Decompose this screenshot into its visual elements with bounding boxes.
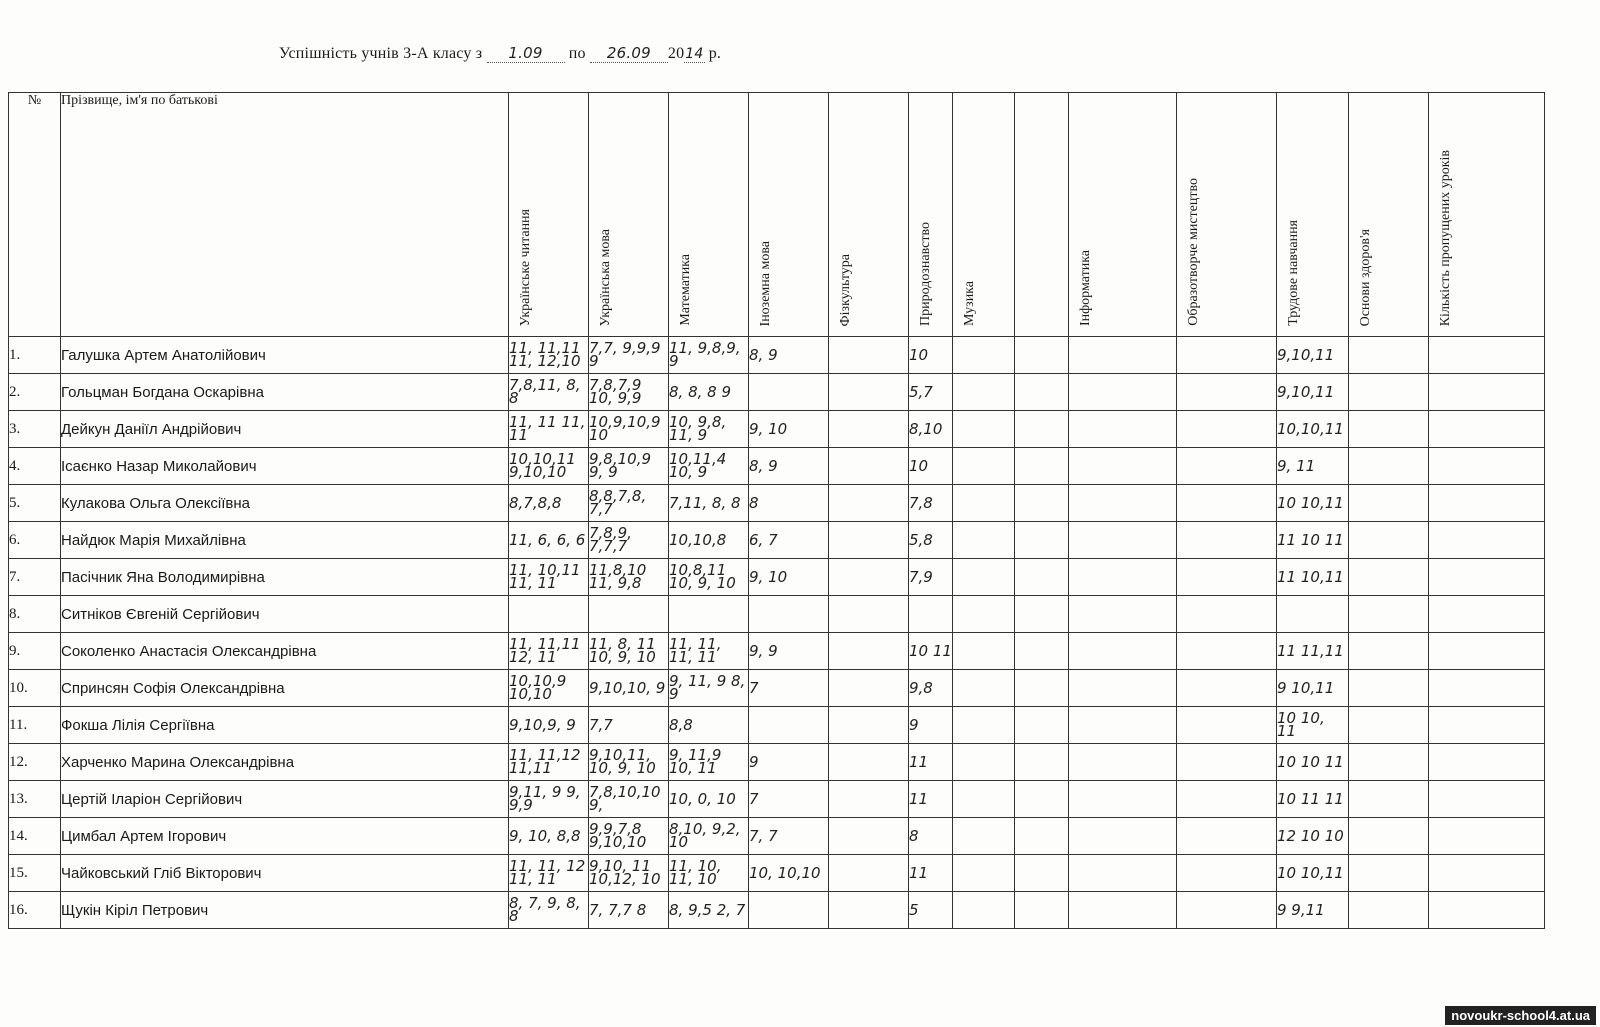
grade-cell	[1015, 892, 1069, 929]
grade-cell	[1429, 818, 1545, 855]
grade-cell	[953, 374, 1015, 411]
grade-cell: 8, 9	[749, 448, 829, 485]
grade-cell	[1069, 485, 1177, 522]
grade-cell: 7	[749, 670, 829, 707]
grade-cell: 8	[909, 818, 953, 855]
subject-label: Фізкультура	[838, 253, 853, 326]
grade-cell: 7, 7	[749, 818, 829, 855]
grade-cell: 6, 7	[749, 522, 829, 559]
grade-cell	[1015, 633, 1069, 670]
grade-cell	[1349, 485, 1429, 522]
student-name: Гольцман Богдана Оскарівна	[61, 374, 509, 411]
grade-cell	[1349, 855, 1429, 892]
column-header-subject	[953, 93, 1015, 337]
grade-cell: 11	[909, 781, 953, 818]
row-number: 12.	[9, 744, 61, 781]
grade-cell: 8,8	[669, 707, 749, 744]
grade-cell: 7,8,10,10 9,	[589, 781, 669, 818]
subject-label: Основи здоров'я	[1358, 228, 1373, 326]
grade-cell: 8, 8, 8 9	[669, 374, 749, 411]
grade-cell	[1015, 559, 1069, 596]
row-number: 10.	[9, 670, 61, 707]
subject-label: Кількість пропущених уроків	[1438, 149, 1453, 326]
grade-cell: 11, 10,11 11, 11	[509, 559, 589, 596]
subject-label: Українське читання	[518, 208, 533, 326]
grade-cell: 5	[909, 892, 953, 929]
grade-cell	[1277, 596, 1349, 633]
grade-cell	[1069, 633, 1177, 670]
grade-cell	[1349, 559, 1429, 596]
table-row	[9, 559, 1545, 596]
grade-cell	[953, 337, 1015, 374]
grade-cell: 11	[909, 744, 953, 781]
watermark: novoukr-school4.at.ua	[1445, 1006, 1596, 1025]
grade-cell: 8,8,7,8, 7,7	[589, 485, 669, 522]
grade-cell	[1015, 411, 1069, 448]
grade-cell	[829, 448, 909, 485]
row-number: 7.	[9, 559, 61, 596]
grade-cell: 8, 7, 9, 8, 8	[509, 892, 589, 929]
grade-cell	[749, 596, 829, 633]
row-number: 9.	[9, 633, 61, 670]
grade-cell	[829, 411, 909, 448]
grade-cell: 10,11,4 10, 9	[669, 448, 749, 485]
grade-cell: 9,10,10, 9	[589, 670, 669, 707]
column-header-subject	[589, 93, 669, 337]
grade-cell	[953, 485, 1015, 522]
grade-cell: 11, 6, 6, 6	[509, 522, 589, 559]
grade-cell: 9,8,10,9 9, 9	[589, 448, 669, 485]
grade-cell	[1069, 892, 1177, 929]
grade-cell: 11, 11,12 11,11	[509, 744, 589, 781]
table-row	[9, 707, 1545, 744]
student-name: Найдюк Марія Михайлівна	[61, 522, 509, 559]
grade-cell	[829, 337, 909, 374]
grade-cell: 9	[909, 707, 953, 744]
grade-cell: 9,11, 9 9, 9,9	[509, 781, 589, 818]
subject-label: Природознавство	[918, 222, 933, 326]
grade-cell: 11, 11, 11, 11	[669, 633, 749, 670]
grade-cell	[1429, 374, 1545, 411]
grade-cell	[749, 892, 829, 929]
subject-label: Іноземна мова	[758, 240, 773, 326]
grade-cell	[1015, 670, 1069, 707]
row-number: 8.	[9, 596, 61, 633]
grade-cell	[669, 596, 749, 633]
table-row	[9, 448, 1545, 485]
subject-label: Музика	[962, 281, 977, 326]
grade-cell	[1069, 337, 1177, 374]
grade-cell	[1177, 337, 1277, 374]
grade-cell	[1177, 781, 1277, 818]
grade-cell: 10,10,11	[1277, 411, 1349, 448]
grade-cell	[829, 707, 909, 744]
grade-cell	[1015, 374, 1069, 411]
student-name: Харченко Марина Олександрівна	[61, 744, 509, 781]
student-name: Щукін Кіріл Петрович	[61, 892, 509, 929]
table-row	[9, 892, 1545, 929]
grade-cell	[1177, 633, 1277, 670]
grade-cell: 7	[749, 781, 829, 818]
grade-cell	[953, 855, 1015, 892]
grade-cell: 10 11	[909, 633, 953, 670]
grade-cell: 11 10,11	[1277, 559, 1349, 596]
column-header-subject	[1277, 93, 1349, 337]
grade-cell: 10 10 11	[1277, 744, 1349, 781]
table-row	[9, 522, 1545, 559]
grade-cell	[1429, 448, 1545, 485]
grade-cell	[953, 448, 1015, 485]
table-row	[9, 596, 1545, 633]
grade-cell	[1015, 522, 1069, 559]
grade-cell	[749, 707, 829, 744]
grade-cell: 9, 10	[749, 559, 829, 596]
grade-cell: 10, 0, 10	[669, 781, 749, 818]
row-number: 13.	[9, 781, 61, 818]
grade-cell	[829, 522, 909, 559]
grade-cell: 11,8,10 11, 9,8	[589, 559, 669, 596]
column-header-subject	[1349, 93, 1429, 337]
grade-cell: 11, 10, 11, 10	[669, 855, 749, 892]
row-number: 15.	[9, 855, 61, 892]
grade-cell: 8, 9	[749, 337, 829, 374]
grade-cell	[1069, 448, 1177, 485]
table-row	[9, 744, 1545, 781]
grade-cell: 11, 11, 12 11, 11	[509, 855, 589, 892]
student-name: Цертій Іларіон Сергійович	[61, 781, 509, 818]
grade-cell	[1349, 818, 1429, 855]
date-to: 26.09	[590, 44, 668, 63]
grade-cell: 11 10 11	[1277, 522, 1349, 559]
student-name: Кулакова Ольга Олексіївна	[61, 485, 509, 522]
grade-cell: 7,8,11, 8, 8	[509, 374, 589, 411]
grade-cell	[1177, 670, 1277, 707]
grade-cell	[829, 855, 909, 892]
grade-cell: 7,7	[589, 707, 669, 744]
grade-cell	[829, 670, 909, 707]
subject-label: Математика	[678, 254, 693, 326]
grade-cell: 10, 9,8, 11, 9	[669, 411, 749, 448]
grade-cell: 9, 11	[1277, 448, 1349, 485]
grade-cell	[589, 596, 669, 633]
title-po: по	[568, 45, 586, 62]
grade-cell	[1349, 596, 1429, 633]
grade-cell	[1349, 707, 1429, 744]
column-header-subject	[1015, 93, 1069, 337]
grade-cell: 10 11 11	[1277, 781, 1349, 818]
grade-cell	[1349, 670, 1429, 707]
grade-cell: 10 10, 11	[1277, 707, 1349, 744]
grade-cell: 5,8	[909, 522, 953, 559]
row-number: 5.	[9, 485, 61, 522]
grade-cell: 5,7	[909, 374, 953, 411]
grade-cell	[1177, 707, 1277, 744]
grade-cell: 7, 7,7 8	[589, 892, 669, 929]
grade-cell	[1015, 781, 1069, 818]
grade-cell: 8, 9,5 2, 7	[669, 892, 749, 929]
grade-cell	[953, 744, 1015, 781]
grade-cell: 11, 11,11 12, 11	[509, 633, 589, 670]
grade-cell	[1429, 522, 1545, 559]
grade-cell: 11, 11 11, 11	[509, 411, 589, 448]
grade-cell	[1429, 485, 1545, 522]
grade-cell	[1177, 448, 1277, 485]
grade-cell: 10,8,11 10, 9, 10	[669, 559, 749, 596]
grade-cell: 7,11, 8, 8	[669, 485, 749, 522]
grade-cell	[829, 596, 909, 633]
title-prefix: Успішність учнів 3-А класу з	[278, 45, 483, 62]
grade-cell	[1069, 744, 1177, 781]
row-number: 2.	[9, 374, 61, 411]
grade-cell: 9,10,9, 9	[509, 707, 589, 744]
header-row	[9, 93, 1545, 337]
grade-cell	[953, 596, 1015, 633]
grade-cell	[829, 781, 909, 818]
grade-cell: 11, 9,8,9, 9	[669, 337, 749, 374]
table-row	[9, 781, 1545, 818]
grade-cell	[1349, 522, 1429, 559]
grade-cell	[953, 522, 1015, 559]
student-name: Цимбал Артем Ігорович	[61, 818, 509, 855]
grade-cell: 10 10,11	[1277, 855, 1349, 892]
grade-cell: 10, 10,10	[749, 855, 829, 892]
grade-cell	[1015, 337, 1069, 374]
row-number: 11.	[9, 707, 61, 744]
column-header-subject	[749, 93, 829, 337]
table-row	[9, 337, 1545, 374]
grade-cell	[1349, 411, 1429, 448]
grade-cell: 9,10,11, 10, 9, 10	[589, 744, 669, 781]
column-header-name: Прізвище, ім'я по батькові	[61, 93, 509, 337]
grade-cell	[829, 744, 909, 781]
row-number: 14.	[9, 818, 61, 855]
grade-cell	[1177, 411, 1277, 448]
grade-cell	[953, 411, 1015, 448]
column-header-subject	[1429, 93, 1545, 337]
grade-cell	[829, 633, 909, 670]
grade-cell	[953, 781, 1015, 818]
grade-cell: 7,7, 9,9,9 9	[589, 337, 669, 374]
grade-cell	[829, 485, 909, 522]
grade-cell: 9	[749, 744, 829, 781]
grade-cell	[1015, 485, 1069, 522]
row-number: 6.	[9, 522, 61, 559]
grade-cell	[953, 670, 1015, 707]
table-row	[9, 670, 1545, 707]
title-suffix: р.	[708, 45, 722, 62]
subject-label: Інформатика	[1078, 249, 1093, 326]
row-number: 4.	[9, 448, 61, 485]
grade-cell: 9, 10, 8,8	[509, 818, 589, 855]
grades-table	[8, 92, 1545, 929]
table-row	[9, 411, 1545, 448]
student-name: Соколенко Анастасія Олександрівна	[61, 633, 509, 670]
student-name: Фокша Лілія Сергіївна	[61, 707, 509, 744]
subject-label: Образотворче мистецтво	[1186, 178, 1201, 326]
row-number: 16.	[9, 892, 61, 929]
grade-cell	[829, 892, 909, 929]
grade-cell	[1069, 855, 1177, 892]
grade-cell: 10,9,10,9 10	[589, 411, 669, 448]
grade-cell	[953, 633, 1015, 670]
grade-cell: 10 10,11	[1277, 485, 1349, 522]
grade-cell: 9, 11,9 10, 11	[669, 744, 749, 781]
grade-cell: 11	[909, 855, 953, 892]
grade-cell: 9,8	[909, 670, 953, 707]
row-number: 3.	[9, 411, 61, 448]
grades-body	[9, 337, 1545, 929]
grade-cell	[1349, 744, 1429, 781]
grade-cell	[1177, 818, 1277, 855]
grade-cell: 9,10,11	[1277, 337, 1349, 374]
grade-cell	[1015, 448, 1069, 485]
grade-cell	[1429, 744, 1545, 781]
grade-cell	[1015, 818, 1069, 855]
grade-cell	[1015, 596, 1069, 633]
grade-cell: 9 10,11	[1277, 670, 1349, 707]
grade-cell	[1429, 670, 1545, 707]
grade-cell: 10,10,8	[669, 522, 749, 559]
grade-cell	[1177, 522, 1277, 559]
grade-cell	[1177, 744, 1277, 781]
column-header-subject	[1177, 93, 1277, 337]
grade-cell	[1429, 337, 1545, 374]
grade-cell	[1349, 448, 1429, 485]
grade-cell: 9, 11, 9 8, 9	[669, 670, 749, 707]
student-name: Ситніков Євгеній Сергійович	[61, 596, 509, 633]
grade-cell	[1429, 892, 1545, 929]
grade-cell: 10	[909, 337, 953, 374]
column-header-subject	[829, 93, 909, 337]
student-name: Спринсян Софія Олександрівна	[61, 670, 509, 707]
student-name: Галушка Артем Анатолійович	[61, 337, 509, 374]
grade-cell	[1429, 707, 1545, 744]
grade-cell	[1177, 855, 1277, 892]
grade-cell	[1177, 892, 1277, 929]
grade-cell	[1069, 374, 1177, 411]
grade-cell	[1069, 707, 1177, 744]
grade-cell: 8,7,8,8	[509, 485, 589, 522]
grade-cell: 12 10 10	[1277, 818, 1349, 855]
grade-cell: 7,8	[909, 485, 953, 522]
grade-cell	[909, 596, 953, 633]
grade-cell: 9, 9	[749, 633, 829, 670]
grade-cell: 11, 11,11 11, 12,10	[509, 337, 589, 374]
grade-cell: 8,10, 9,2, 10	[669, 818, 749, 855]
grade-cell	[1349, 781, 1429, 818]
grade-cell: 9,10, 11 10,12, 10	[589, 855, 669, 892]
grade-cell	[1177, 485, 1277, 522]
student-name: Чайковський Гліб Вікторович	[61, 855, 509, 892]
grade-cell	[1177, 374, 1277, 411]
grade-cell: 11 11,11	[1277, 633, 1349, 670]
column-header-number: №	[9, 93, 61, 337]
grade-cell	[829, 818, 909, 855]
grade-cell: 10,10,9 10,10	[509, 670, 589, 707]
grade-cell	[953, 892, 1015, 929]
page-title	[0, 44, 1000, 63]
grade-cell	[1349, 633, 1429, 670]
student-name: Ісаєнко Назар Миколайович	[61, 448, 509, 485]
grade-cell: 11, 8, 11 10, 9, 10	[589, 633, 669, 670]
grade-cell: 9,10,11	[1277, 374, 1349, 411]
grade-cell: 7,8,9, 7,7,7	[589, 522, 669, 559]
table-row	[9, 855, 1545, 892]
grade-cell	[1429, 633, 1545, 670]
grade-cell: 8,10	[909, 411, 953, 448]
grade-cell	[1349, 374, 1429, 411]
grade-cell	[1177, 559, 1277, 596]
grade-cell	[1429, 855, 1545, 892]
date-from: 1.09	[487, 44, 565, 63]
subject-label: Трудове навчання	[1286, 220, 1301, 326]
table-row	[9, 485, 1545, 522]
grade-cell	[1069, 522, 1177, 559]
column-header-subject	[509, 93, 589, 337]
grade-cell	[1069, 781, 1177, 818]
grade-cell: 10	[909, 448, 953, 485]
student-name: Пасічник Яна Володимирівна	[61, 559, 509, 596]
grade-cell	[1015, 744, 1069, 781]
table-row	[9, 374, 1545, 411]
grade-cell: 9,9,7,8 9,10,10	[589, 818, 669, 855]
grade-cell	[509, 596, 589, 633]
grade-cell: 10,10,11 9,10,10	[509, 448, 589, 485]
grade-cell	[1349, 337, 1429, 374]
column-header-subject	[669, 93, 749, 337]
grade-cell	[1429, 781, 1545, 818]
grade-cell	[1069, 670, 1177, 707]
year-prefix: 20	[667, 45, 685, 62]
grade-cell: 7,9	[909, 559, 953, 596]
grade-cell: 8	[749, 485, 829, 522]
grade-cell	[1069, 596, 1177, 633]
grade-cell	[1069, 818, 1177, 855]
year-suffix: 14	[685, 46, 704, 62]
student-name: Дейкун Даніїл Андрійович	[61, 411, 509, 448]
column-header-subject	[1069, 93, 1177, 337]
grade-cell	[953, 707, 1015, 744]
table-row	[9, 818, 1545, 855]
grade-cell	[1069, 411, 1177, 448]
grade-cell	[1429, 596, 1545, 633]
row-number: 1.	[9, 337, 61, 374]
grade-cell	[1429, 411, 1545, 448]
grade-cell	[1349, 892, 1429, 929]
grade-cell	[1015, 707, 1069, 744]
grade-cell: 9, 10	[749, 411, 829, 448]
grade-cell	[749, 374, 829, 411]
grade-cell	[1015, 855, 1069, 892]
grade-cell	[953, 559, 1015, 596]
grade-cell	[829, 374, 909, 411]
table-row	[9, 633, 1545, 670]
grade-cell: 9 9,11	[1277, 892, 1349, 929]
grade-cell	[1429, 559, 1545, 596]
column-header-subject	[909, 93, 953, 337]
subject-label: Українська мова	[598, 228, 613, 326]
grade-cell	[1177, 596, 1277, 633]
grade-cell	[953, 818, 1015, 855]
grade-cell	[1069, 559, 1177, 596]
grade-cell	[829, 559, 909, 596]
grade-cell: 7,8,7,9 10, 9,9	[589, 374, 669, 411]
